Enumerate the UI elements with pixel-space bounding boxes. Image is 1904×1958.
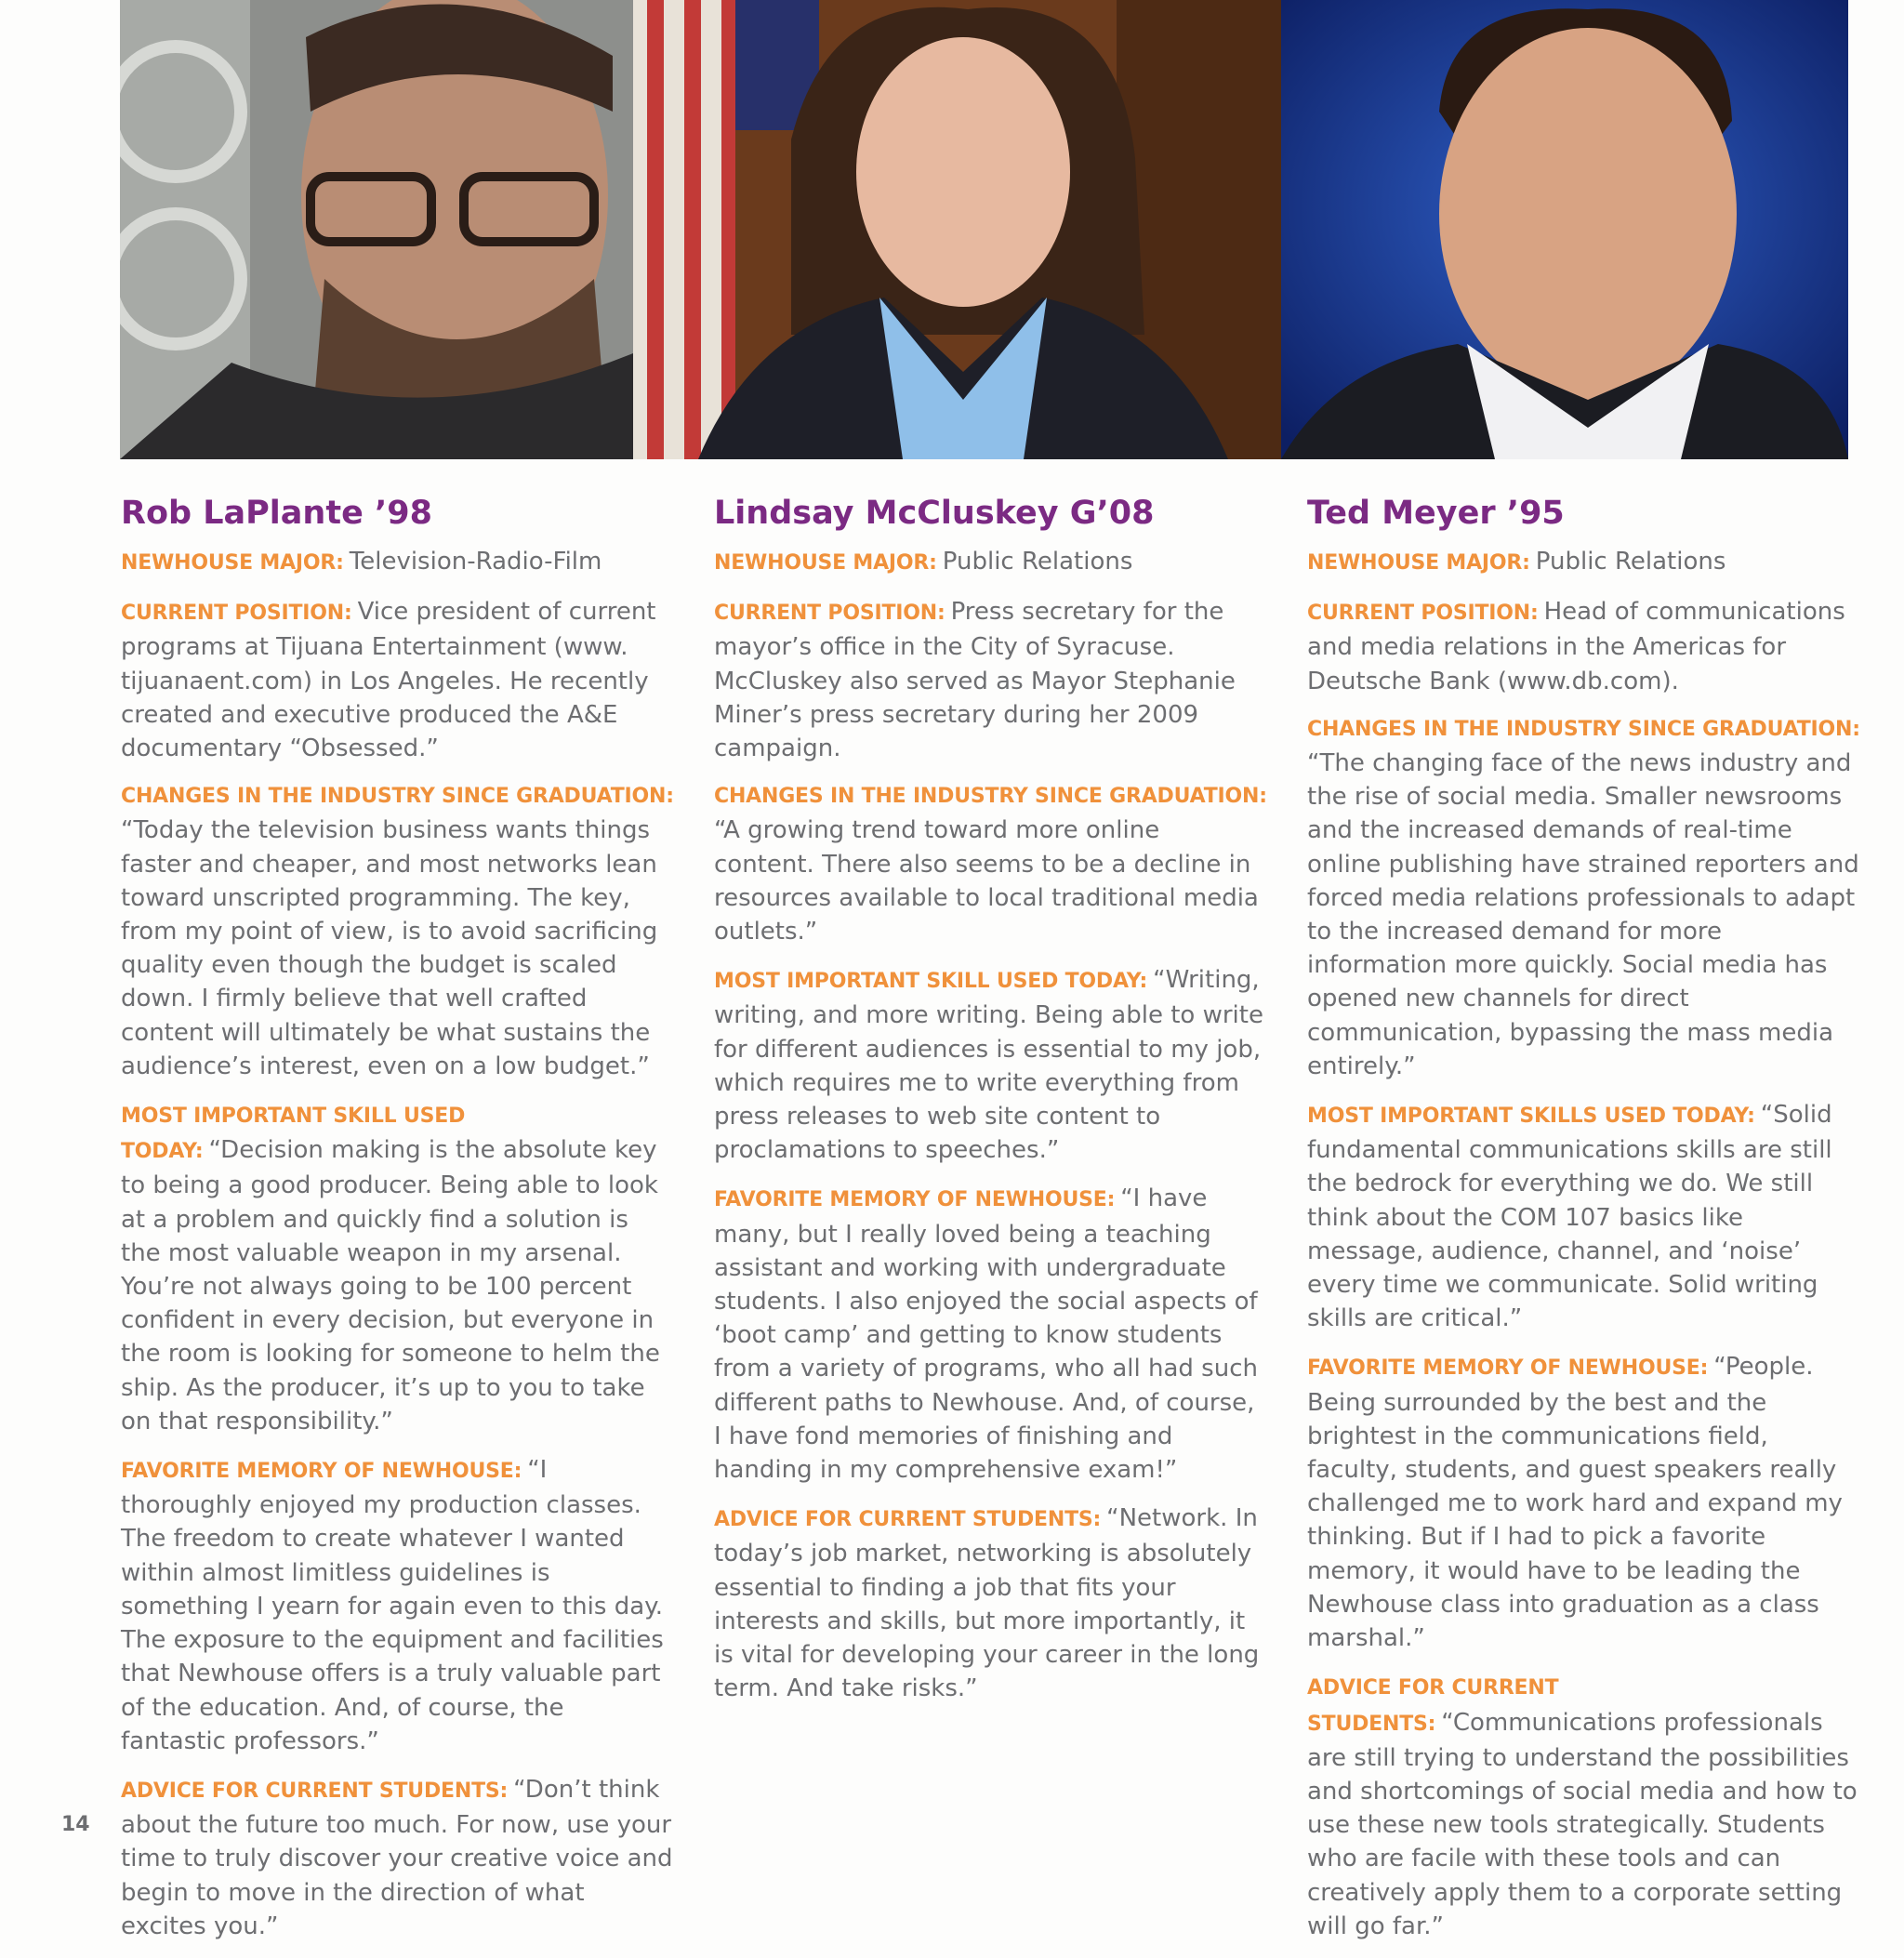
profile-section: ADVICE FOR CURRENT STUDENTS: “Communications professionals are still trying to understand the possibilities and shortcomings of social media and how to use these new tools strategically. Students who are facile with these tools and can creatively apply them to a corporate setting will go far.”	[1307, 1676, 1858, 1940]
profile-section: FAVORITE MEMORY OF NEWHOUSE: “I have many, but I really loved being a teaching assistant and working with undergraduate students. I also enjoyed the social aspects of ‘boot camp’ and getting to know students from a variety of programs, who all had such different paths to Newhouse. And, of course, I have fond memories of finishing and handing in my comprehensive exam!”	[714, 1184, 1258, 1485]
profile-section: ADVICE FOR CURRENT STUDENTS: “Network. In today’s job market, networking is absolutely essential to finding a job that fits your interests and skills, but more importantly, it is vital for developing your career in the long term. And take risks.”	[714, 1504, 1260, 1703]
profile-section: CURRENT POSITION: Head of communications and media relations in the Americas for Deutsche Bank (www.db.com).	[1307, 598, 1845, 695]
profile-section: ADVICE FOR CURRENT STUDENTS: “Don’t think about the future too much. For now, use your time to truly discover your creative voice and begin to move in the direction of what excites you.”	[121, 1775, 673, 1940]
profile-name: Rob LaPlante ’98	[121, 495, 432, 532]
photo-rob-laplante	[120, 0, 633, 459]
profile-section: MOST IMPORTANT SKILL USED TODAY: “Writing, writing, and more writing. Being able to write for different audiences is essential to my job, which requires me to write everything from press releases to web site content to proclamations to speeches.”	[714, 966, 1263, 1165]
profile-section: CHANGES IN THE INDUSTRY SINCE GRADUATION: “The changing face of the news industry and the rise of social media. Smaller newsrooms and the increased demands of real-time online publishing have strained reporters and forced media relations professionals to adapt to the increased demand for more information more quickly. Social media has opened new channels for direct communication, bypassing the mass media entirely.”	[1307, 717, 1860, 1080]
profile-column	[714, 491, 1267, 1721]
profile-section: MOST IMPORTANT SKILLS USED TODAY: “Solid fundamental communications skills are still the bedrock for everything we do. We still think about the COM 107 basics like message, audience, channel, and ‘noise’ every time we communicate. Solid writing skills are critical.”	[1307, 1101, 1832, 1333]
photo-lindsay-mccluskey	[633, 0, 1281, 459]
profile-section: FAVORITE MEMORY OF NEWHOUSE: “I thoroughly enjoyed my production classes. The freedom to create whatever I wanted within almost limitless guidelines is something I yearn for again even to this day. The exposure to the equipment and facilities that Newhouse offers is a truly valuable part of the education. And, of course, the fantastic professors.”	[121, 1456, 664, 1755]
photo-ted-meyer	[1281, 0, 1848, 459]
profile-section: CURRENT POSITION: Vice president of current programs at Tijuana Entertainment (www. tijuanaent.com) in Los Angeles. He recently created and executive produced the A&E documentary “Obsessed.”	[121, 598, 656, 763]
profile-section: NEWHOUSE MAJOR: Public Relations	[1307, 548, 1726, 575]
profile-section: NEWHOUSE MAJOR: Public Relations	[714, 548, 1133, 575]
profile-section: NEWHOUSE MAJOR: Television-Radio-Film	[121, 548, 602, 575]
profile-name: Lindsay McCluskey G’08	[714, 495, 1155, 532]
portrait-lindsay-mccluskey	[633, 0, 1281, 459]
profile-section: FAVORITE MEMORY OF NEWHOUSE: “People. Being surrounded by the best and the brightest in the communications field, faculty, students, and guest speakers really challenged me to work hard and expand my thinking. But if I had to pick a favorite memory, it would have to be leading the Newhouse class into graduation as a class marshal.”	[1307, 1353, 1843, 1653]
profile-section: CHANGES IN THE INDUSTRY SINCE GRADUATION: “Today the television business wants things faster and cheaper, and most networks lean toward unscripted programming. The key, from my point of view, is to avoid sacrificing quality even though the budget is scaled down. I firmly believe that well crafted content will ultimately be what sustains the audience’s interest, even on a low budget.”	[121, 785, 674, 1080]
profile-section: CURRENT POSITION: Press secretary for the mayor’s office in the City of Syracuse. McCluskey also served as Mayor Stephanie Miner’s press secretary during her 2009 campaign.	[714, 598, 1236, 763]
profile-section: CHANGES IN THE INDUSTRY SINCE GRADUATION: “A growing trend toward more online content. There also seems to be a decline in resources available to local traditional media outlets.”	[714, 785, 1267, 946]
profile-column	[121, 491, 674, 1958]
portrait-ted-meyer	[1281, 0, 1848, 459]
profile-column	[1307, 491, 1860, 1958]
portrait-rob-laplante	[120, 0, 633, 459]
profile-name: Ted Meyer ’95	[1307, 495, 1565, 532]
page-number: 14	[61, 1813, 90, 1836]
profile-section: MOST IMPORTANT SKILL USED TODAY: “Decision making is the absolute key to being a good producer. Being able to look at a problem and quickly find a solution is the most valuable weapon in my arsenal. You’re not always going to be 100 percent confident in every decision, but everyone in the room is looking for someone to helm the ship. As the producer, it’s up to you to take on that responsibility.”	[121, 1105, 660, 1435]
